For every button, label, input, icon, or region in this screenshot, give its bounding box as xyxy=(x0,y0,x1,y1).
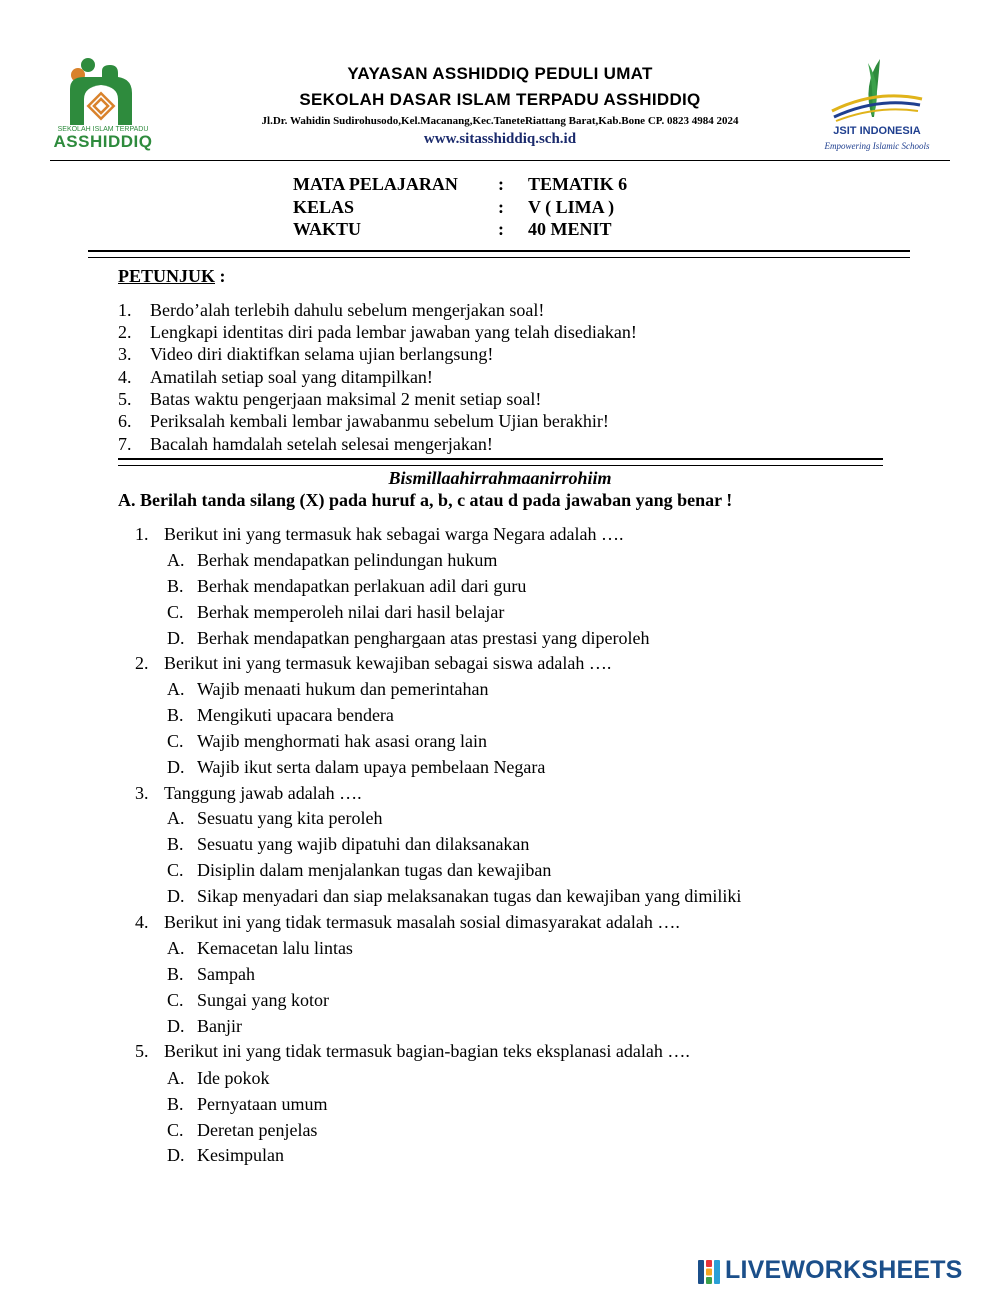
option-letter: C. xyxy=(167,860,184,880)
info-divider xyxy=(88,250,910,258)
instruction-number: 7. xyxy=(118,434,132,454)
option-5a[interactable] xyxy=(167,1068,269,1089)
option-text: Sikap menyadari dan siap melaksanakan tugas dan kewajiban yang dimiliki xyxy=(197,886,742,906)
option-text: Ide pokok xyxy=(197,1068,270,1088)
option-text: Sesuatu yang wajib dipatuhi dan dilaksanakan xyxy=(197,834,530,854)
option-5b[interactable] xyxy=(167,1094,327,1115)
option-letter: C. xyxy=(167,990,184,1010)
instruction-number: 1. xyxy=(118,300,132,320)
instruction-text: Amatilah setiap soal yang ditampilkan! xyxy=(150,367,433,387)
school-address: Jl.Dr. Wahidin Sudirohusodo,Kel.Macanang,Kec.TaneteRiattang Barat,Kab.Bone CP. 0823 4984 2024 xyxy=(261,115,739,127)
option-4c[interactable] xyxy=(167,990,329,1011)
option-4d[interactable] xyxy=(167,1016,242,1037)
option-letter: D. xyxy=(167,1016,185,1036)
question-5 xyxy=(135,1041,690,1062)
option-letter: B. xyxy=(167,576,184,596)
instruction-item xyxy=(118,411,609,432)
option-4b[interactable] xyxy=(167,964,255,985)
option-letter: B. xyxy=(167,834,184,854)
info-value: TEMATIK 6 xyxy=(528,174,628,194)
instructions-divider xyxy=(118,458,883,466)
instructions-title-text: PETUNJUK xyxy=(118,266,216,286)
instruction-text: Bacalah hamdalah setelah selesai mengerjakan! xyxy=(150,434,493,454)
instruction-number: 6. xyxy=(118,411,132,431)
option-1c[interactable] xyxy=(167,602,504,623)
option-letter: C. xyxy=(167,1120,184,1140)
question-text: Berikut ini yang termasuk kewajiban sebagai siswa adalah …. xyxy=(164,653,612,673)
instruction-item xyxy=(118,322,637,343)
question-number: 1. xyxy=(135,524,149,544)
instruction-item xyxy=(118,300,544,321)
option-text: Sungai yang kotor xyxy=(197,990,329,1010)
option-letter: B. xyxy=(167,1094,184,1114)
info-colon: : xyxy=(498,174,504,194)
option-2c[interactable] xyxy=(167,731,487,752)
option-letter: D. xyxy=(167,628,185,648)
instruction-number: 5. xyxy=(118,389,132,409)
question-text: Berikut ini yang tidak termasuk masalah sosial dimasyarakat adalah …. xyxy=(164,912,680,932)
option-text: Banjir xyxy=(197,1016,242,1036)
header-divider xyxy=(50,160,950,161)
instruction-item xyxy=(118,389,541,410)
info-key: WAKTU xyxy=(293,219,362,239)
option-letter: B. xyxy=(167,705,184,725)
liveworksheets-text: LIVEWORKSHEETS xyxy=(725,1256,963,1284)
option-letter: A. xyxy=(167,550,185,570)
instruction-text: Berdo’alah terlebih dahulu sebelum mengerjakan soal! xyxy=(150,300,545,320)
option-letter: C. xyxy=(167,602,184,622)
instruction-number: 2. xyxy=(118,322,132,342)
option-1d[interactable] xyxy=(167,628,650,649)
option-text: Deretan penjelas xyxy=(197,1120,318,1140)
question-text: Tanggung jawab adalah …. xyxy=(164,783,362,803)
liveworksheets-logo-icon xyxy=(697,1258,721,1286)
instruction-text: Batas waktu pengerjaan maksimal 2 menit setiap soal! xyxy=(150,389,542,409)
option-text: Kemacetan lalu lintas xyxy=(197,938,353,958)
info-value: V ( LIMA ) xyxy=(528,197,615,217)
option-letter: B. xyxy=(167,964,184,984)
jsit-logo-caption-small: Empowering Islamic Schools xyxy=(824,141,930,151)
instruction-text: Periksalah kembali lembar jawabanmu sebelum Ujian berakhir! xyxy=(150,411,609,431)
option-3a[interactable] xyxy=(167,808,382,829)
school-logo-caption-big: ASSHIDDIQ xyxy=(53,132,153,151)
option-3b[interactable] xyxy=(167,834,529,855)
school-website: www.sitasshiddiq.sch.id xyxy=(423,131,577,147)
option-text: Sesuatu yang kita peroleh xyxy=(197,808,383,828)
question-2 xyxy=(135,653,611,674)
school-logo-caption-small: SEKOLAH ISLAM TERPADU xyxy=(57,126,149,133)
instruction-text: Video diri diaktifkan selama ujian berlangsung! xyxy=(150,344,494,364)
option-letter: D. xyxy=(167,757,185,777)
option-text: Wajib menaati hukum dan pemerintahan xyxy=(197,679,489,699)
option-letter: A. xyxy=(167,938,185,958)
option-text: Mengikuti upacara bendera xyxy=(197,705,394,725)
option-2a[interactable] xyxy=(167,679,488,700)
option-text: Disiplin dalam menjalankan tugas dan kewajiban xyxy=(197,860,552,880)
option-2b[interactable] xyxy=(167,705,394,726)
option-1b[interactable] xyxy=(167,576,526,597)
option-letter: D. xyxy=(167,886,185,906)
question-number: 5. xyxy=(135,1041,149,1061)
option-2d[interactable] xyxy=(167,757,545,778)
jsit-logo xyxy=(822,55,932,155)
question-number: 2. xyxy=(135,653,149,673)
jsit-logo-caption-big: JSIT INDONESIA xyxy=(833,125,921,137)
option-text: Berhak memperoleh nilai dari hasil belajar xyxy=(197,602,505,622)
info-value: 40 MENIT xyxy=(528,219,612,239)
jsit-logo-icon xyxy=(822,55,932,123)
option-text: Sampah xyxy=(197,964,255,984)
instruction-number: 4. xyxy=(118,367,132,387)
option-text: Wajib ikut serta dalam upaya pembelaan Negara xyxy=(197,757,546,777)
option-text: Berhak mendapatkan perlakuan adil dari guru xyxy=(197,576,527,596)
option-letter: A. xyxy=(167,679,185,699)
school-name: SEKOLAH DASAR ISLAM TERPADU ASSHIDDIQ xyxy=(299,90,701,109)
question-4 xyxy=(135,912,680,933)
option-text: Pernyataan umum xyxy=(197,1094,328,1114)
school-logo xyxy=(48,55,158,150)
question-text: Berikut ini yang tidak termasuk bagian-bagian teks eksplanasi adalah …. xyxy=(164,1041,690,1061)
option-letter: D. xyxy=(167,1145,185,1165)
instruction-number: 3. xyxy=(118,344,132,364)
instruction-item xyxy=(118,344,493,365)
option-5c[interactable] xyxy=(167,1120,317,1141)
foundation-name: YAYASAN ASSHIDDIQ PEDULI UMAT xyxy=(347,64,653,83)
option-text: Berhak mendapatkan pelindungan hukum xyxy=(197,550,498,570)
question-number: 4. xyxy=(135,912,149,932)
option-4a[interactable] xyxy=(167,938,353,959)
option-3d[interactable] xyxy=(167,886,741,907)
option-text: Kesimpulan xyxy=(197,1145,284,1165)
instructions-title-suffix: : xyxy=(215,266,226,286)
section-a-heading: A. Berilah tanda silang (X) pada huruf a, b, c atau d pada jawaban yang benar ! xyxy=(118,490,733,510)
option-text: Berhak mendapatkan penghargaan atas prestasi yang diperoleh xyxy=(197,628,650,648)
school-logo-icon xyxy=(48,55,158,127)
question-3 xyxy=(135,783,362,804)
option-1a[interactable] xyxy=(167,550,497,571)
option-letter: A. xyxy=(167,1068,185,1088)
instruction-item xyxy=(118,434,493,455)
info-key: MATA PELAJARAN xyxy=(293,174,458,194)
option-letter: A. xyxy=(167,808,185,828)
instruction-text: Lengkapi identitas diri pada lembar jawaban yang telah disediakan! xyxy=(150,322,637,342)
question-1 xyxy=(135,524,624,545)
option-3c[interactable] xyxy=(167,860,551,881)
instructions-title xyxy=(118,266,226,287)
question-number: 3. xyxy=(135,783,149,803)
option-text: Wajib menghormati hak asasi orang lain xyxy=(197,731,487,751)
option-5d[interactable] xyxy=(167,1145,284,1166)
bismillah-heading: Bismillaahirrahmaanirrohiim xyxy=(388,468,612,488)
info-colon: : xyxy=(498,219,504,239)
info-key: KELAS xyxy=(293,197,355,217)
info-colon: : xyxy=(498,197,504,217)
question-text: Berikut ini yang termasuk hak sebagai warga Negara adalah …. xyxy=(164,524,624,544)
instruction-item xyxy=(118,367,433,388)
option-letter: C. xyxy=(167,731,184,751)
